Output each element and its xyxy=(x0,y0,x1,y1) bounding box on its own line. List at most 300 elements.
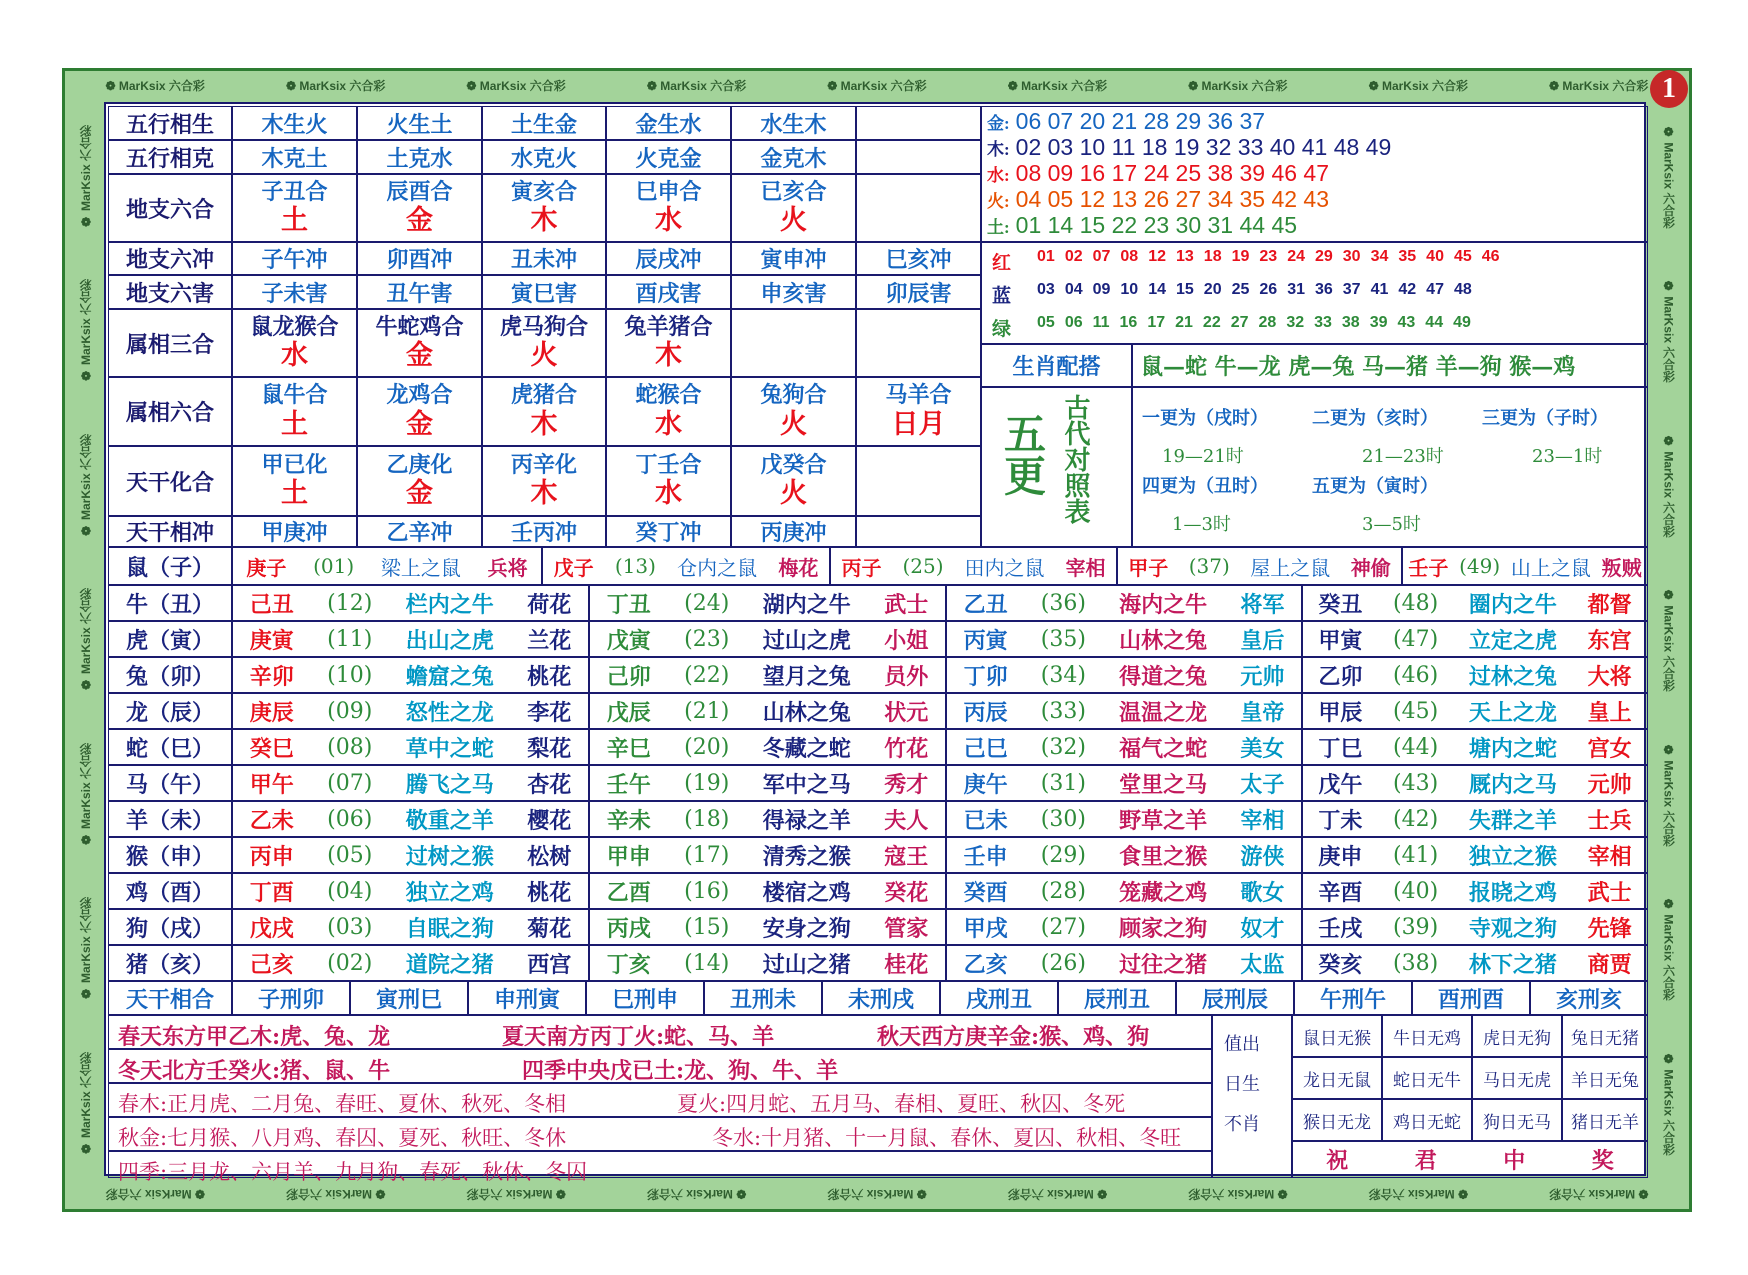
nayin-desc: 过山之猪 xyxy=(762,951,851,978)
ganzhi: 癸丑 xyxy=(1318,591,1363,618)
title: 先锋 xyxy=(1587,915,1632,942)
number: (27) xyxy=(1040,914,1086,940)
title: 员外 xyxy=(884,663,929,690)
tiangan-xiangxing-cell: 午刑午 xyxy=(1294,981,1412,1015)
title: 游侠 xyxy=(1240,843,1285,870)
brand-logo-text: ❁ MarKsix 六合彩 xyxy=(78,433,93,538)
element-number-row xyxy=(987,160,1329,187)
nayin-desc: 福气之蛇 xyxy=(1119,735,1208,762)
sanhe-element: 木 xyxy=(655,340,682,372)
ganzhi: 辛未 xyxy=(606,807,651,834)
tiangan-huahe-element: 土 xyxy=(281,478,308,510)
tiangan-xiangchong-cell: 甲庚冲 xyxy=(232,516,357,547)
wuxing-xiangsheng-cell: 土生金 xyxy=(482,106,606,140)
dizhi-liuchong-cell: 丑未冲 xyxy=(482,242,606,275)
wave-number: 43 xyxy=(1397,314,1416,331)
wugeng-time-3: 23—1时 xyxy=(1532,446,1603,467)
number: (31) xyxy=(1040,770,1086,796)
wugeng-watch-1: 一更为（戌时） xyxy=(1142,408,1268,429)
shuxiang-liuhe-cell xyxy=(606,377,731,446)
nayin-desc: 自眠之狗 xyxy=(405,915,494,942)
ganzhi: 甲辰 xyxy=(1318,699,1363,726)
tiangan-xiangxing-cell: 酉刑酉 xyxy=(1412,981,1530,1015)
wave-number: 16 xyxy=(1119,314,1138,331)
wuxing-xiangke-cell xyxy=(856,140,981,174)
title: 皇后 xyxy=(1240,627,1285,654)
title: 荷花 xyxy=(527,591,572,618)
wave-number: 19 xyxy=(1231,248,1250,265)
title: 美女 xyxy=(1240,735,1285,762)
brand-logo-text: ❁ MarKsix 六合彩 xyxy=(1007,78,1108,93)
wugeng-time-5: 3—5时 xyxy=(1362,514,1421,535)
tiangan-xiangchong-cell: 乙辛冲 xyxy=(357,516,482,547)
title: 歌女 xyxy=(1240,879,1285,906)
zodiac-pairing-label: 生肖配搭 xyxy=(981,344,1132,387)
tiangan-xiangxing-cell: 寅刑巳 xyxy=(350,981,468,1015)
ganzhi: 辛卯 xyxy=(249,663,294,690)
zodiac-rat-entry xyxy=(232,547,542,585)
zodiac-row-entry xyxy=(946,693,1302,729)
element-numbers: 08 09 16 17 24 25 38 39 46 47 xyxy=(1015,160,1330,186)
dizhi-liuhe-element: 木 xyxy=(530,205,558,237)
number: (14) xyxy=(684,950,730,976)
ganzhi: 丙申 xyxy=(249,843,294,870)
tiangan-xiangxing-cell: 丑刑未 xyxy=(704,981,822,1015)
dizhi-liuhe-pair: 寅亥合 xyxy=(510,178,577,205)
title: 大将 xyxy=(1587,663,1632,690)
wave-number: 14 xyxy=(1148,281,1166,298)
wuxing-xiangsheng-cell xyxy=(856,106,981,140)
shuxiang-sanhe-cell xyxy=(232,309,357,377)
title: 状元 xyxy=(884,699,929,726)
nayin-desc: 塘内之蛇 xyxy=(1468,735,1557,762)
brand-logo-text: ❁ MarKsix 六合彩 xyxy=(1549,1187,1649,1202)
season-spring-east: 春天东方甲乙木:虎、兔、龙 xyxy=(118,1024,391,1050)
nayin-desc: 立定之虎 xyxy=(1468,627,1557,654)
season-summer-south: 夏天南方丙丁火:蛇、马、羊 xyxy=(502,1024,775,1050)
tiangan-xiangchong-label: 天干相冲 xyxy=(108,516,232,547)
number: (32) xyxy=(1040,734,1086,760)
tiangan-xiangxing-cell: 未刑戌 xyxy=(822,981,940,1015)
ganzhi: 壬申 xyxy=(963,843,1008,870)
zodiac-row-entry xyxy=(946,621,1302,657)
tiangan-xiangchong-cell: 壬丙冲 xyxy=(482,516,606,547)
title: 李花 xyxy=(527,699,572,726)
zodiac-row-entry xyxy=(1302,801,1648,837)
nayin-desc: 食里之猴 xyxy=(1119,843,1208,870)
shuxiang-liuhe-element: 水 xyxy=(655,408,682,440)
ganzhi: 丁未 xyxy=(1318,807,1363,834)
nayin-desc: 栏内之牛 xyxy=(405,591,494,618)
tiangan-xiangxing-cell: 辰刑辰 xyxy=(1176,981,1294,1015)
element-label: 水: xyxy=(987,166,1010,185)
title: 将军 xyxy=(1240,591,1285,618)
nayin-desc: 圈内之牛 xyxy=(1468,591,1557,618)
brand-logo-text: ❁ MarKsix 六合彩 xyxy=(78,124,93,228)
tiangan-xiangxing-cell: 子刑卯 xyxy=(232,981,350,1015)
nayin-desc: 厩内之马 xyxy=(1468,771,1557,798)
zhichu-cell: 蛇日无牛 xyxy=(1382,1057,1472,1099)
number: (44) xyxy=(1393,734,1439,760)
shuxiang-liuhe-pair: 龙鸡合 xyxy=(386,382,453,409)
zodiac-row-entry xyxy=(232,765,589,801)
ganzhi: 庚辰 xyxy=(249,699,294,726)
wave-number: 31 xyxy=(1287,281,1305,298)
wuxing-xiangke-label: 五行相克 xyxy=(108,140,232,174)
ganzhi: 庚寅 xyxy=(249,627,294,654)
brand-logo-text: ❁ MarKsix 六合彩 xyxy=(1007,1187,1108,1202)
number: (29) xyxy=(1040,842,1086,868)
element-label: 木: xyxy=(987,140,1010,159)
title: 小姐 xyxy=(884,627,929,654)
number: (08) xyxy=(327,734,373,760)
wave-number: 37 xyxy=(1342,281,1361,298)
nayin-desc: 清秀之猴 xyxy=(762,843,851,870)
tiangan-huahe-pair: 丁壬合 xyxy=(635,451,702,478)
nayin-desc: 望月之兔 xyxy=(762,663,851,690)
element-number-row xyxy=(987,108,1265,135)
shuxiang-liuhe-element: 火 xyxy=(780,408,807,440)
number: (30) xyxy=(1040,806,1086,832)
zodiac-row-label: 蛇（巳） xyxy=(108,729,232,765)
nayin-desc: 敬重之羊 xyxy=(405,807,494,834)
color-wave-row xyxy=(992,248,1500,275)
nayin-desc: 蟾窟之兔 xyxy=(405,663,494,690)
brand-logo-text: ❁ MarKsix 六合彩 xyxy=(105,1187,205,1202)
tiangan-huahe-cell xyxy=(357,446,482,516)
dizhi-liuhe-label: 地支六合 xyxy=(108,174,232,242)
blessing-banner xyxy=(1292,1141,1648,1178)
number: (39) xyxy=(1393,914,1439,940)
title: 奴才 xyxy=(1240,915,1285,942)
zodiac-row-entry xyxy=(232,801,589,837)
zodiac-row-entry xyxy=(589,873,946,909)
wave-number: 33 xyxy=(1314,314,1332,331)
brand-logo-text: ❁ MarKsix 六合彩 xyxy=(1549,78,1649,93)
title: 癸花 xyxy=(884,879,929,906)
dizhi-liuchong-cell: 卯酉冲 xyxy=(357,242,482,275)
ganzhi: 甲子 xyxy=(1128,555,1169,580)
nayin-desc: 得禄之羊 xyxy=(762,807,851,834)
zodiac-row-entry xyxy=(232,693,589,729)
ganzhi: 戊辰 xyxy=(606,699,651,726)
zhichu-cell: 龙日无鼠 xyxy=(1292,1057,1382,1099)
tiangan-huahe-pair: 甲已化 xyxy=(261,451,328,478)
number: (38) xyxy=(1393,950,1439,976)
number: (42) xyxy=(1393,806,1439,832)
shuxiang-sanhe-cell xyxy=(482,309,606,377)
wave-number: 04 xyxy=(1064,281,1083,298)
wave-number: 49 xyxy=(1453,314,1471,331)
brand-logo-text: ❁ MarKsix 六合彩 xyxy=(827,78,927,93)
dizhi-liuhe-element: 火 xyxy=(780,205,807,237)
season-four: 四季:三月龙、六月羊、九月狗、春死、秋休、冬囚 xyxy=(118,1160,588,1184)
number: (17) xyxy=(684,842,730,868)
nayin-desc: 梁上之鼠 xyxy=(380,555,461,580)
zodiac-row-entry xyxy=(232,657,589,693)
wuxing-xiangsheng-label: 五行相生 xyxy=(108,106,232,140)
title: 叛贼 xyxy=(1601,555,1642,580)
zodiac-row-label: 龙（辰） xyxy=(108,693,232,729)
wave-number: 15 xyxy=(1176,281,1194,298)
ganzhi: 己丑 xyxy=(249,591,294,618)
element-label: 金: xyxy=(987,114,1010,133)
number: (22) xyxy=(684,662,730,688)
brand-stripe-right xyxy=(1649,99,1689,1181)
title: 宰相 xyxy=(1065,555,1106,580)
wave-number: 18 xyxy=(1203,248,1222,265)
brand-logo-text: ❁ MarKsix 六合彩 xyxy=(1661,124,1676,228)
wave-name: 红 xyxy=(992,253,1012,274)
zodiac-row-entry xyxy=(232,621,589,657)
zodiac-row-entry xyxy=(232,585,589,621)
wugeng-watch-3: 三更为（子时） xyxy=(1482,408,1608,429)
number: (24) xyxy=(684,590,730,616)
wave-number: 02 xyxy=(1064,248,1083,265)
zodiac-row-label: 羊（未） xyxy=(108,801,232,837)
number: (15) xyxy=(684,914,730,940)
zodiac-row-entry xyxy=(589,621,946,657)
element-numbers: 01 14 15 22 23 30 31 44 45 xyxy=(1015,212,1298,238)
number: (20) xyxy=(684,734,730,760)
shuxiang-sanhe-cell xyxy=(731,309,856,377)
ganzhi: 戊子 xyxy=(553,555,594,580)
tiangan-huahe-element: 金 xyxy=(406,478,433,510)
zodiac-row-entry xyxy=(1302,621,1648,657)
nayin-desc: 腾飞之马 xyxy=(405,771,494,798)
tiangan-huahe-cell xyxy=(606,446,731,516)
shuxiang-liuhe-cell xyxy=(357,377,482,446)
zodiac-rat-entry xyxy=(542,547,830,585)
zhichu-label: 不肖 xyxy=(1224,1114,1260,1135)
dizhi-liuhe-cell xyxy=(856,174,981,242)
title: 都督 xyxy=(1587,591,1632,618)
zodiac-row-entry xyxy=(232,837,589,873)
nayin-desc: 堂里之马 xyxy=(1119,771,1208,798)
wave-number: 11 xyxy=(1092,314,1110,331)
zodiac-row-entry xyxy=(946,909,1302,945)
ganzhi: 乙卯 xyxy=(1318,663,1363,690)
tiangan-xiangxing-cell: 申刑寅 xyxy=(468,981,586,1015)
wave-number: 08 xyxy=(1120,248,1139,265)
shuxiang-liuhe-cell xyxy=(731,377,856,446)
wave-number: 40 xyxy=(1426,248,1444,265)
number: (12) xyxy=(327,590,373,616)
ganzhi: 戊午 xyxy=(1318,771,1363,798)
wave-number: 29 xyxy=(1314,248,1333,265)
dizhi-liuhe-element: 土 xyxy=(281,205,308,237)
tiangan-xiangchong-cell: 丙庚冲 xyxy=(731,516,856,547)
ganzhi: 丁卯 xyxy=(963,663,1008,690)
zodiac-row-entry xyxy=(946,657,1302,693)
nayin-desc: 笼藏之鸡 xyxy=(1119,879,1208,906)
brand-logo-text: ❁ MarKsix 六合彩 xyxy=(1368,78,1468,93)
wave-number: 48 xyxy=(1453,281,1472,298)
season-autumn-metal: 秋金:七月猴、八月鸡、春囚、夏死、秋旺、冬休 xyxy=(118,1126,567,1150)
ganzhi: 己巳 xyxy=(963,735,1008,762)
ganzhi: 丙子 xyxy=(841,555,882,580)
wave-number: 45 xyxy=(1453,248,1472,265)
wave-number: 42 xyxy=(1398,281,1417,298)
brand-logo-text: ❁ MarKsix 六合彩 xyxy=(1661,897,1676,1001)
tiangan-huahe-pair: 丙辛化 xyxy=(510,451,577,478)
wuxing-xiangke-cell: 土克水 xyxy=(357,140,482,174)
shuxiang-sanhe-cell xyxy=(357,309,482,377)
nayin-desc: 海内之牛 xyxy=(1119,591,1208,618)
element-label: 火: xyxy=(987,192,1010,211)
brand-logo-text: ❁ MarKsix 六合彩 xyxy=(78,279,93,383)
shuxiang-liuhe-cell xyxy=(856,377,981,446)
wave-number: 30 xyxy=(1342,248,1361,265)
wave-number: 38 xyxy=(1341,314,1360,331)
zodiac-rat-entry xyxy=(1117,547,1402,585)
brand-logo-text: ❁ MarKsix 六合彩 xyxy=(1368,1187,1469,1202)
dizhi-liuhe-cell xyxy=(731,174,856,242)
dizhi-liuchong-cell: 辰戌冲 xyxy=(606,242,731,275)
ganzhi: 丁酉 xyxy=(249,879,294,906)
tiangan-huahe-element: 木 xyxy=(530,478,558,510)
zhichu-cell: 猴日无龙 xyxy=(1292,1099,1382,1141)
number: (23) xyxy=(684,626,730,652)
number: (43) xyxy=(1393,770,1439,796)
dizhi-liuhe-cell xyxy=(606,174,731,242)
wave-number: 06 xyxy=(1064,314,1083,331)
dizhi-liuhai-label: 地支六害 xyxy=(108,275,232,309)
wugeng-time-2: 21—23时 xyxy=(1362,446,1444,467)
ganzhi: 丙寅 xyxy=(963,627,1008,654)
title: 兵将 xyxy=(487,555,528,580)
nayin-desc: 屋上之鼠 xyxy=(1250,555,1331,580)
brand-logo-text: ❁ MarKsix 六合彩 xyxy=(466,78,566,93)
ganzhi: 壬戌 xyxy=(1318,915,1363,942)
zodiac-row-label: 马（午） xyxy=(108,765,232,801)
tiangan-huahe-pair: 戊癸合 xyxy=(760,451,827,478)
zodiac-rat-entry xyxy=(830,547,1117,585)
wave-number: 34 xyxy=(1370,248,1389,265)
number: (04) xyxy=(327,878,373,904)
shuxiang-liuhe-label: 属相六合 xyxy=(108,377,232,446)
ganzhi: 戊寅 xyxy=(606,627,651,654)
zodiac-row-entry xyxy=(1302,765,1648,801)
zodiac-row-entry xyxy=(589,657,946,693)
brand-logo-text: ❁ MarKsix 六合彩 xyxy=(646,78,747,93)
title: 元帅 xyxy=(1587,771,1632,798)
title: 管家 xyxy=(884,915,929,942)
tiangan-huahe-cell xyxy=(731,446,856,516)
number: (03) xyxy=(327,914,373,940)
wave-name: 蓝 xyxy=(992,286,1012,307)
wave-number: 32 xyxy=(1286,314,1305,331)
title: 竹花 xyxy=(884,735,929,762)
number: (13) xyxy=(614,554,656,578)
shuxiang-liuhe-element: 土 xyxy=(281,408,308,440)
title: 樱花 xyxy=(527,807,572,834)
zodiac-row-entry xyxy=(1302,693,1648,729)
title: 秀才 xyxy=(884,771,929,798)
nayin-desc: 过山之虎 xyxy=(762,627,851,654)
shuxiang-liuhe-pair: 蛇猴合 xyxy=(635,382,702,409)
wave-name: 绿 xyxy=(992,319,1012,340)
shuxiang-liuhe-pair: 虎猪合 xyxy=(510,382,577,409)
dizhi-liuchong-label: 地支六冲 xyxy=(108,242,232,275)
number: (01) xyxy=(313,554,355,578)
zodiac-reference-table xyxy=(104,102,1646,1184)
wave-number: 01 xyxy=(1037,248,1055,265)
nayin-desc: 寺观之狗 xyxy=(1468,915,1557,942)
zodiac-row-entry xyxy=(589,909,946,945)
element-numbers: 04 05 12 13 26 27 34 35 42 43 xyxy=(1015,186,1330,212)
dizhi-liuhe-pair: 辰酉合 xyxy=(386,178,453,205)
zhichu-cell: 猪日无羊 xyxy=(1562,1099,1648,1141)
wuxing-xiangsheng-cell: 水生木 xyxy=(731,106,856,140)
ganzhi: 癸巳 xyxy=(249,735,294,762)
title: 西宫 xyxy=(527,951,572,978)
title: 杏花 xyxy=(527,771,572,798)
zodiac-row-entry xyxy=(946,801,1302,837)
number: (11) xyxy=(327,626,373,652)
title: 梨花 xyxy=(527,735,572,762)
nayin-desc: 安身之狗 xyxy=(762,915,851,942)
wave-number: 22 xyxy=(1202,314,1221,331)
zhichu-cell: 羊日无兔 xyxy=(1562,1057,1648,1099)
season-summer-fire: 夏火:四月蛇、五月马、春相、夏旺、秋囚、冬死 xyxy=(677,1092,1126,1116)
dizhi-liuhe-pair: 子丑合 xyxy=(261,178,328,205)
dizhi-liuchong-cell: 寅申冲 xyxy=(731,242,856,275)
wugeng-title: 五更 xyxy=(998,412,1047,496)
sanhe-element: 金 xyxy=(406,340,433,372)
tiangan-huahe-element: 火 xyxy=(780,478,807,510)
sanhe-pair: 兔羊猪合 xyxy=(624,313,713,340)
nayin-desc: 草中之蛇 xyxy=(405,735,494,762)
nayin-desc: 山上之鼠 xyxy=(1510,555,1591,580)
dizhi-liuhe-cell xyxy=(357,174,482,242)
zhichu-cell: 马日无虎 xyxy=(1472,1057,1562,1099)
dizhi-liuhe-pair: 巳申合 xyxy=(635,178,702,205)
wave-number: 36 xyxy=(1314,281,1333,298)
dizhi-liuhai-cell: 卯辰害 xyxy=(856,275,981,309)
brand-logo-text: ❁ MarKsix 六合彩 xyxy=(78,588,93,692)
brand-logo-text: ❁ MarKsix 六合彩 xyxy=(78,897,93,1001)
brand-logo-text: ❁ MarKsix 六合彩 xyxy=(1661,1051,1676,1156)
brand-logo-text: ❁ MarKsix 六合彩 xyxy=(1188,78,1288,93)
ganzhi: 乙未 xyxy=(249,807,294,834)
tiangan-huahe-element: 水 xyxy=(655,478,682,510)
brand-logo-text: ❁ MarKsix 六合彩 xyxy=(286,1187,386,1202)
number: (05) xyxy=(327,842,373,868)
shuxiang-sanhe-label: 属相三合 xyxy=(108,309,232,377)
number: (06) xyxy=(327,806,373,832)
zodiac-row-entry xyxy=(589,729,946,765)
tiangan-xiangxing-cell: 辰刑丑 xyxy=(1058,981,1176,1015)
number: (19) xyxy=(684,770,730,796)
nayin-desc: 山林之兔 xyxy=(762,699,851,726)
zodiac-row-entry xyxy=(1302,945,1648,981)
ganzhi: 甲申 xyxy=(606,843,651,870)
tiangan-xiangchong-cell xyxy=(856,516,981,547)
wave-number: 12 xyxy=(1148,248,1166,265)
tiangan-xiangxing-cell: 巳刑申 xyxy=(586,981,704,1015)
nayin-desc: 冬藏之蛇 xyxy=(762,735,851,762)
title: 兰花 xyxy=(527,627,572,654)
tiangan-huahe-pair: 乙庚化 xyxy=(386,451,453,478)
wave-number: 46 xyxy=(1481,248,1500,265)
title: 皇上 xyxy=(1587,699,1632,726)
ganzhi: 丁亥 xyxy=(606,951,651,978)
number: (02) xyxy=(327,950,373,976)
element-number-row xyxy=(987,212,1297,239)
zhichu-cell: 牛日无鸡 xyxy=(1382,1015,1472,1057)
ganzhi: 庚子 xyxy=(246,555,287,580)
